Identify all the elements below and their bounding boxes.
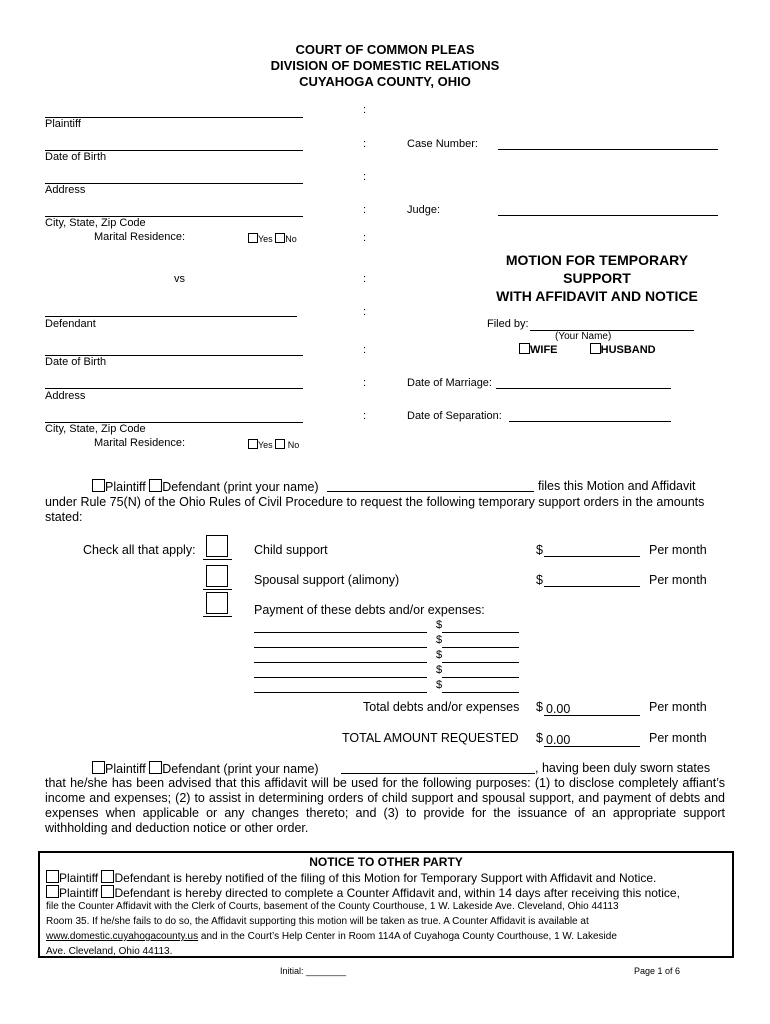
notice-line2: [46, 885, 680, 900]
checkbox-underline: [203, 559, 232, 560]
motion-stated-text: stated:: [45, 510, 83, 524]
motion-plaintiff-label: Plaintiff: [105, 480, 146, 494]
no-label: No: [287, 440, 300, 450]
motion-defendant-checkbox[interactable]: [149, 479, 162, 492]
husband-label: HUSBAND: [600, 344, 656, 356]
total-requested-label: TOTAL AMOUNT REQUESTED: [342, 731, 519, 745]
debts-checkbox[interactable]: [206, 592, 228, 614]
motion-name-field[interactable]: [327, 491, 534, 492]
motion-title-line2: SUPPORT: [563, 270, 631, 286]
date-of-separation-label: Date of Separation:: [407, 410, 502, 422]
colon: :: [363, 138, 367, 150]
notice-line6: Ave. Cleveland, Ohio 44113.: [46, 946, 173, 957]
per-month-label: Per month: [649, 573, 707, 587]
affidavit-sworn-text: , having been duly sworn states: [535, 761, 711, 775]
judge-field[interactable]: [498, 215, 718, 216]
colon: :: [363, 204, 367, 216]
child-support-amount-field[interactable]: [544, 556, 640, 557]
affidavit-print-name: (print your name): [223, 762, 319, 776]
defendant-dob-label: Date of Birth: [45, 356, 107, 368]
notice-plaintiff-label: Plaintiff: [59, 871, 99, 885]
total-requested-value: 0.00: [546, 733, 571, 747]
colon: :: [363, 273, 367, 285]
plaintiff-address-label: Address: [45, 184, 86, 196]
motion-title-line1: MOTION FOR TEMPORARY: [505, 252, 689, 268]
debt-amount-field[interactable]: [442, 677, 519, 678]
debts-label: Payment of these debts and/or expenses:: [254, 603, 485, 617]
husband-checkbox[interactable]: [590, 343, 601, 354]
notice-line4: Room 35. If he/she fails to do so, the Affidavit supporting this motion will be taken as true. A Counter Affidavit is available at: [46, 916, 589, 927]
plaintiff-label: Plaintiff: [45, 118, 81, 130]
plaintiff-dob-label: Date of Birth: [45, 151, 107, 163]
motion-rule-text: under Rule 75(N) of the Ohio Rules of Civil Procedure to request the following temporary support orders in the amounts: [45, 495, 705, 509]
defendant-city-label: City, State, Zip Code: [45, 423, 146, 435]
defendant-marital-yes-checkbox[interactable]: [248, 439, 258, 449]
notice-box: [38, 851, 734, 958]
date-of-marriage-field[interactable]: [496, 388, 671, 389]
case-number-field[interactable]: [498, 149, 718, 150]
dollar-sign: $: [536, 573, 543, 587]
affidavit-plaintiff-label: Plaintiff: [105, 762, 146, 776]
defendant-marital-no-checkbox[interactable]: [275, 439, 285, 449]
colon: :: [363, 104, 367, 116]
colon: :: [363, 171, 367, 183]
total-debts-field[interactable]: [544, 715, 640, 716]
defendant-label: Defendant: [45, 318, 96, 330]
per-month-label: Per month: [649, 700, 707, 714]
affidavit-defendant-checkbox[interactable]: [149, 761, 162, 774]
defendant-marital-label: Marital Residence:: [94, 437, 186, 449]
dollar-sign: $: [436, 679, 443, 691]
plaintiff-marital-options: [248, 233, 297, 244]
notice-plaintiff-checkbox-1[interactable]: [46, 870, 59, 883]
plaintiff-marital-no-checkbox[interactable]: [275, 233, 285, 243]
debt-amount-field[interactable]: [442, 632, 519, 633]
plaintiff-city-label: City, State, Zip Code: [45, 217, 146, 229]
dollar-sign: $: [436, 619, 443, 631]
colon: :: [363, 344, 367, 356]
total-debts-label: Total debts and/or expenses: [363, 700, 520, 714]
county-name: CUYAHOGA COUNTY, OHIO: [299, 74, 471, 89]
colon: :: [363, 410, 367, 422]
defendant-address-field[interactable]: [45, 388, 303, 389]
page-number: Page 1 of 6: [634, 966, 681, 976]
notice-plaintiff-label: Plaintiff: [59, 886, 99, 900]
child-support-checkbox[interactable]: [206, 535, 228, 557]
motion-party-line: [92, 479, 319, 494]
total-requested-field[interactable]: [544, 746, 640, 747]
affidavit-defendant-label: Defendant: [162, 762, 220, 776]
motion-plaintiff-checkbox[interactable]: [92, 479, 105, 492]
filed-by-role: [519, 343, 656, 356]
debt-amount-field[interactable]: [442, 647, 519, 648]
plaintiff-marital-label: Marital Residence:: [94, 231, 186, 243]
affidavit-purpose-text: that he/she has been advised that this affidavit will be used for the following purposes: (1) to disclose completely affiant’s income and expenses; (2) to assist in determining orders of child support and spousal support, and payment of debts and expenses when applicable or any changes thereto; and (3) to provide for the issuance of an appropriate support withholding and deduction notice or other order.: [45, 776, 725, 835]
debt-description-field[interactable]: [254, 692, 427, 693]
affidavit-name-field[interactable]: [341, 773, 535, 774]
defendant-address-label: Address: [45, 390, 86, 402]
debt-description-field[interactable]: [254, 677, 427, 678]
plaintiff-name-field[interactable]: [45, 117, 303, 118]
spousal-support-label: Spousal support (alimony): [254, 573, 400, 587]
dollar-sign: $: [436, 634, 443, 646]
spousal-support-amount-field[interactable]: [544, 586, 640, 587]
dollar-sign: $: [436, 664, 443, 676]
dollar-sign: $: [536, 700, 543, 714]
colon: :: [363, 377, 367, 389]
debt-description-field[interactable]: [254, 662, 427, 663]
defendant-marital-options: [248, 439, 299, 450]
judge-label: Judge:: [407, 204, 441, 216]
motion-files-text: files this Motion and Affidavit: [538, 479, 696, 493]
notice-defendant-label: Defendant: [114, 886, 170, 900]
motion-print-name: (print your name): [223, 480, 319, 494]
court-website-link[interactable]: www.domestic.cuyahogacounty.us: [46, 931, 199, 942]
affidavit-party-line: [92, 761, 319, 776]
checkbox-underline: [203, 616, 232, 617]
yes-label: Yes: [258, 440, 273, 450]
child-support-label: Child support: [254, 543, 328, 557]
notice-line1: [46, 870, 656, 885]
debt-description-field[interactable]: [254, 647, 427, 648]
notice-notified-text: is hereby notified of the filing of this Motion for Temporary Support with Affidavit and Notice.: [173, 871, 657, 885]
initial-field[interactable]: Initial: ________: [280, 966, 347, 976]
notice-defendant-label: Defendant: [114, 871, 170, 885]
notice-directed-text: is hereby directed to complete a Counter Affidavit and, within 14 days after receiving this notice,: [173, 886, 680, 900]
colon: :: [363, 306, 367, 318]
notice-plaintiff-checkbox-2[interactable]: [46, 885, 59, 898]
filed-by-label: Filed by:: [487, 318, 529, 330]
wife-label: WIFE: [530, 344, 558, 356]
checkbox-underline: [203, 589, 232, 590]
dollar-sign: $: [436, 649, 443, 661]
vs-label: vs: [174, 273, 185, 285]
colon: :: [363, 232, 367, 244]
date-of-marriage-label: Date of Marriage:: [407, 377, 492, 389]
notice-defendant-checkbox-1[interactable]: [101, 870, 114, 883]
date-of-separation-field[interactable]: [509, 421, 671, 422]
defendant-name-field[interactable]: [45, 316, 297, 317]
court-name: COURT OF COMMON PLEAS: [295, 42, 475, 57]
no-label: No: [285, 234, 297, 244]
plaintiff-marital-yes-checkbox[interactable]: [248, 233, 258, 243]
affidavit-plaintiff-checkbox[interactable]: [92, 761, 105, 774]
total-debts-value: 0.00: [546, 702, 571, 716]
debt-amount-field[interactable]: [442, 662, 519, 663]
debt-description-field[interactable]: [254, 632, 427, 633]
notice-defendant-checkbox-2[interactable]: [101, 885, 114, 898]
motion-defendant-label: Defendant: [162, 480, 220, 494]
spousal-support-checkbox[interactable]: [206, 565, 228, 587]
check-all-label: Check all that apply:: [83, 543, 196, 557]
dollar-sign: $: [536, 543, 543, 557]
debt-amount-field[interactable]: [442, 692, 519, 693]
wife-checkbox[interactable]: [519, 343, 530, 354]
division-name: DIVISION OF DOMESTIC RELATIONS: [270, 58, 500, 73]
yes-label: Yes: [258, 234, 273, 244]
dollar-sign: $: [536, 731, 543, 745]
notice-line3: file the Counter Affidavit with the Clerk of Courts, basement of the County Courthouse, 1 W. Lakeside Ave. Cleveland, Ohio 44113: [46, 901, 619, 912]
your-name-caption: (Your Name): [555, 331, 612, 342]
per-month-label: Per month: [649, 543, 707, 557]
notice-line5: [46, 931, 617, 942]
case-number-label: Case Number:: [407, 138, 478, 150]
notice-title: NOTICE TO OTHER PARTY: [309, 855, 463, 869]
per-month-label: Per month: [649, 731, 707, 745]
notice-help-center-text: and in the Court’s Help Center in Room 114A of Cuyahoga County Courthouse, 1 W. Lakeside: [198, 931, 617, 942]
motion-title-line3: WITH AFFIDAVIT AND NOTICE: [496, 288, 698, 304]
